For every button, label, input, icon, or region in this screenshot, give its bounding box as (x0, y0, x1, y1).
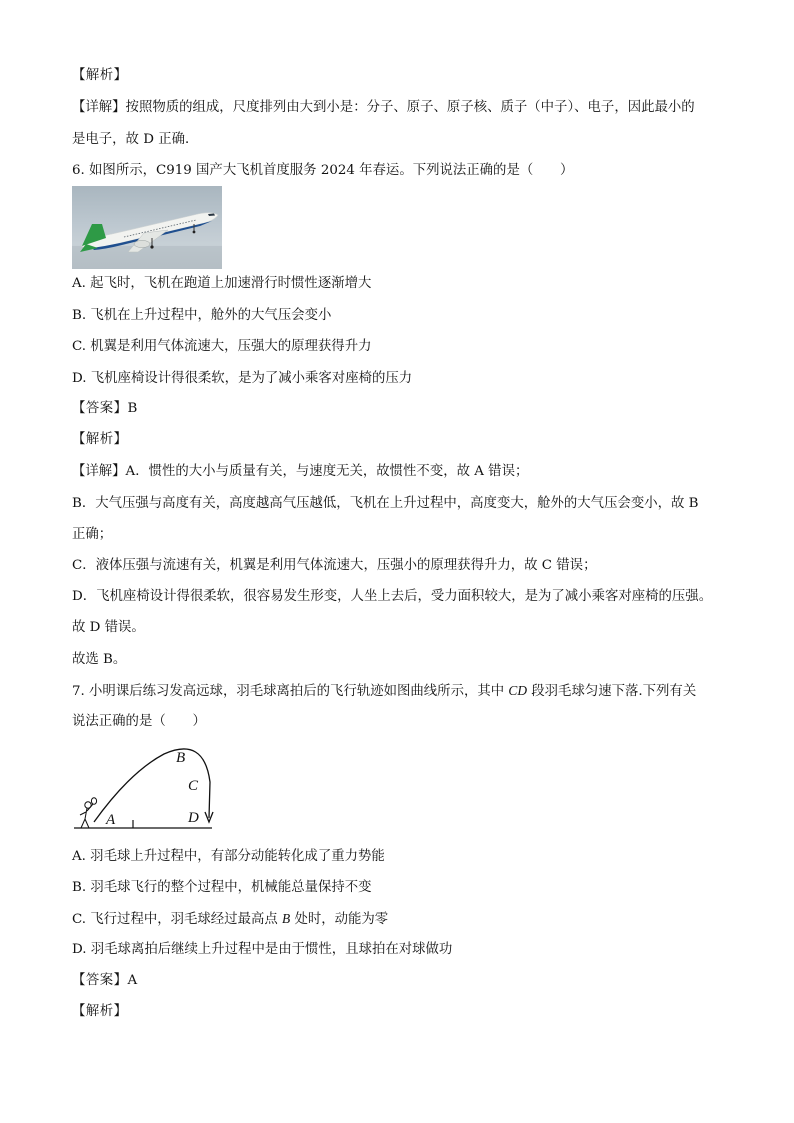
explanation-q6-line1: 【详解】A．惯性的大小与质量有关，与速度无关，故惯性不变，故 A 错误； (72, 464, 529, 479)
point-d-label: D (188, 810, 199, 826)
question-7-stem-part1: 7. 小明课后练习发高远球，羽毛球离拍后的飞行轨迹如图曲线所示，其中 (72, 684, 509, 699)
option-6d: D. 飞机座椅设计得很柔软，是为了减小乘客对座椅的压力 (72, 371, 413, 386)
option-6a: A. 起飞时，飞机在跑道上加速滑行时惯性逐渐增大 (72, 276, 372, 291)
analysis-heading-q6: 【解析】 (72, 432, 128, 447)
point-b-inline: B (282, 911, 291, 926)
option-7a: A. 羽毛球上升过程中，有部分动能转化成了重力势能 (72, 849, 385, 864)
option-7c-part1: C. 飞行过程中，羽毛球经过最高点 (72, 912, 283, 927)
option-6b: B. 飞机在上升过程中，舱外的大气压会变小 (72, 308, 332, 323)
explanation-q6-line6: 故 D 错误。 (72, 620, 145, 635)
question-7-stem-line1 (72, 681, 696, 702)
analysis-heading-q7: 【解析】 (72, 1004, 128, 1019)
explanation-q6-line3: 正确； (72, 527, 113, 542)
segment-cd-label: CD (508, 683, 528, 698)
point-a-label: A (106, 812, 116, 828)
option-7c-part2: 处时，动能为零 (290, 912, 389, 927)
explanation-q6-line4: C．液体压强与流速有关，机翼是利用气体流速大，压强小的原理获得升力，故 C 错误； (72, 558, 597, 573)
point-c-label: C (188, 778, 199, 794)
option-6c: C. 机翼是利用气体流速大，压强大的原理获得升力 (72, 339, 372, 354)
answer-q7: 【答案】A (72, 973, 138, 988)
point-b-label: B (176, 750, 186, 766)
trajectory-drawing (72, 742, 222, 838)
airplane-illustration (72, 186, 222, 269)
explanation-q6-line7: 故选 B。 (72, 652, 127, 667)
option-7b: B. 羽毛球飞行的整个过程中，机械能总量保持不变 (72, 880, 372, 895)
explanation-q5-line2: 是电子，故 D 正确． (72, 132, 199, 147)
analysis-heading-q5: 【解析】 (72, 68, 128, 83)
explanation-q6-line5: D．飞机座椅设计得很柔软，很容易发生形变，人坐上去后，受力面积较大，是为了减小乘客对座椅的压强。 (72, 589, 713, 604)
option-7d: D. 羽毛球离拍后继续上升过程中是由于惯性，且球拍在对球做功 (72, 942, 453, 957)
answer-q6: 【答案】B (72, 401, 138, 416)
explanation-q5-line1: 【详解】按照物质的组成，尺度排列由大到小是：分子、原子、原子核、质子（中子）、电子，因此最小的 (72, 100, 695, 115)
question-7-stem-line2: 说法正确的是（ ） (72, 714, 206, 729)
question-6-stem: 6. 如图所示，C919 国产大飞机首度服务 2024 年春运。下列说法正确的是（ ） (72, 163, 574, 178)
player-figure (80, 798, 97, 828)
badminton-trajectory-diagram (72, 742, 222, 838)
explanation-q6-line2: B．大气压强与高度有关，高度越高气压越低，飞机在上升过程中，高度变大，舱外的大气压会变小，故 B (72, 496, 699, 511)
option-7c (72, 909, 388, 930)
question-7-stem-part2: 段羽毛球匀速下落.下列有关 (527, 684, 697, 699)
c919-airplane-photo (72, 186, 222, 269)
